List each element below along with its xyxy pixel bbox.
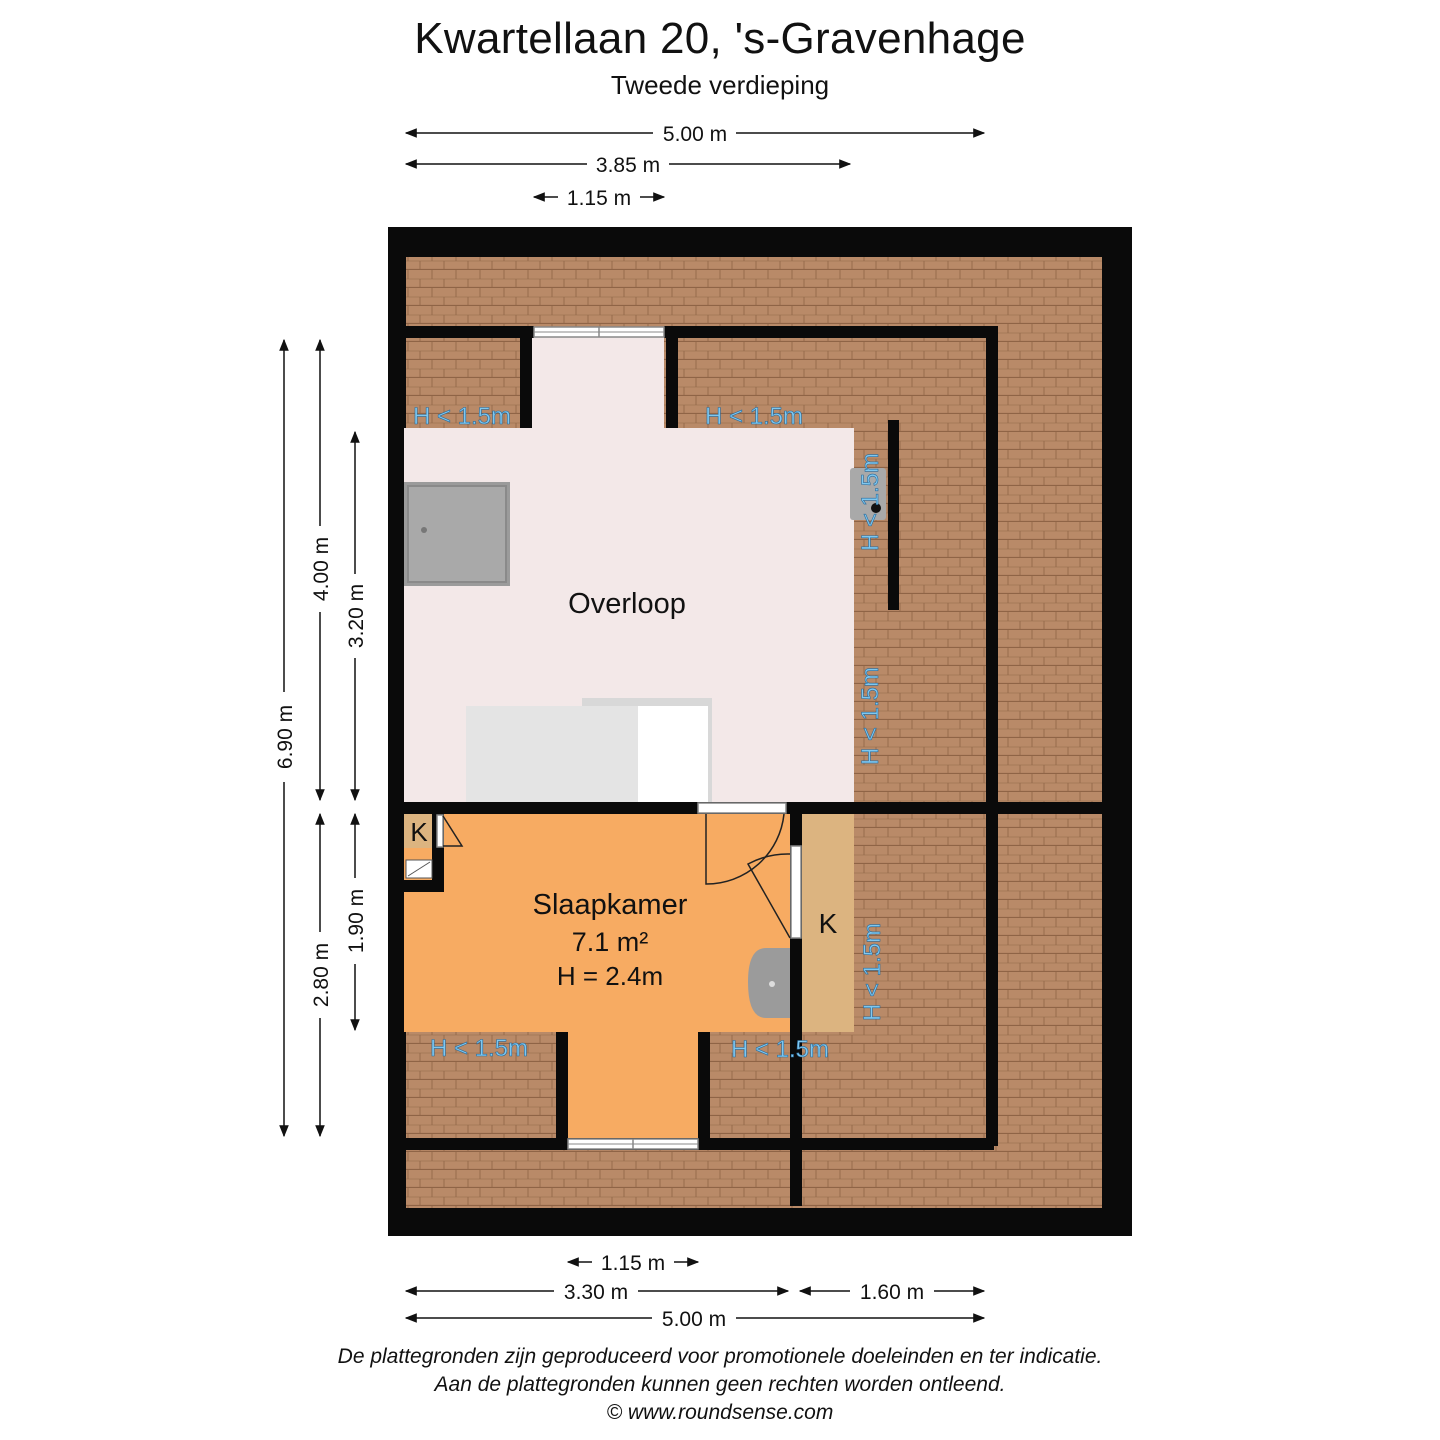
height-label: H < 1.5m [429,1035,529,1062]
height-label: H < 1.5m [412,403,512,430]
dimension-left-lower-inner [345,814,368,1030]
svg-text:3.30 m: 3.30 m [563,1281,629,1304]
svg-text:5.00 m: 5.00 m [662,123,728,146]
storage-label-right: K [818,908,838,939]
svg-text:1.15 m: 1.15 m [566,187,632,210]
storage-label-small: K [410,817,428,847]
svg-text:6.90 m: 6.90 m [274,704,297,770]
dimension-left-upper-inner [345,432,368,800]
dimension-top-small [534,187,664,210]
shower-fixture [404,482,510,586]
copyright-line: © www.roundsense.com [606,1401,834,1424]
height-label: H < 1.5m [857,666,884,766]
disclaimer-line-1: De plattegronden zijn geproduceerd voor promotionele doeleinden en ter indicatie. [337,1345,1103,1368]
dimension-top-middle [406,154,850,177]
svg-text:5.00 m: 5.00 m [661,1308,727,1331]
height-label: H < 1.5m [859,922,886,1022]
svg-text:1.90 m: 1.90 m [345,888,368,954]
shelf-fixture [406,860,432,878]
bathtub-fixture [466,698,712,802]
height-label: H < 1.5m [730,1036,830,1063]
room-height-slaapkamer: H = 2.4m [556,961,664,991]
room-label-overloop: Overloop [568,588,686,620]
floor-subtitle: Tweede verdieping [610,70,830,100]
dimension-left-outer [274,340,297,1136]
svg-text:2.80 m: 2.80 m [310,942,333,1008]
room-label-slaapkamer: Slaapkamer [532,889,688,921]
height-label: H < 1.5m [857,452,884,552]
disclaimer-line-2: Aan de plattegronden kunnen geen rechten worden ontleend. [434,1373,1006,1396]
dimension-bottom-left [406,1281,788,1304]
svg-text:3.85 m: 3.85 m [595,154,661,177]
dimension-bottom-small [568,1252,698,1275]
svg-text:4.00 m: 4.00 m [310,536,333,602]
sink-fixture [748,948,790,1018]
svg-text:3.20 m: 3.20 m [345,583,368,649]
svg-text:1.15 m: 1.15 m [600,1252,666,1275]
dimension-bottom-right [800,1281,984,1304]
height-label: H < 1.5m [704,403,804,430]
page-title: Kwartellaan 20, 's-Gravenhage [414,14,1026,63]
dimension-left-upper-outer [310,340,333,800]
dimension-top-total [406,123,984,146]
dimension-left-lower-outer [310,814,333,1136]
dimension-bottom-total [406,1308,984,1331]
svg-text:1.60 m: 1.60 m [859,1281,925,1304]
room-area-slaapkamer: 7.1 m² [571,927,649,957]
